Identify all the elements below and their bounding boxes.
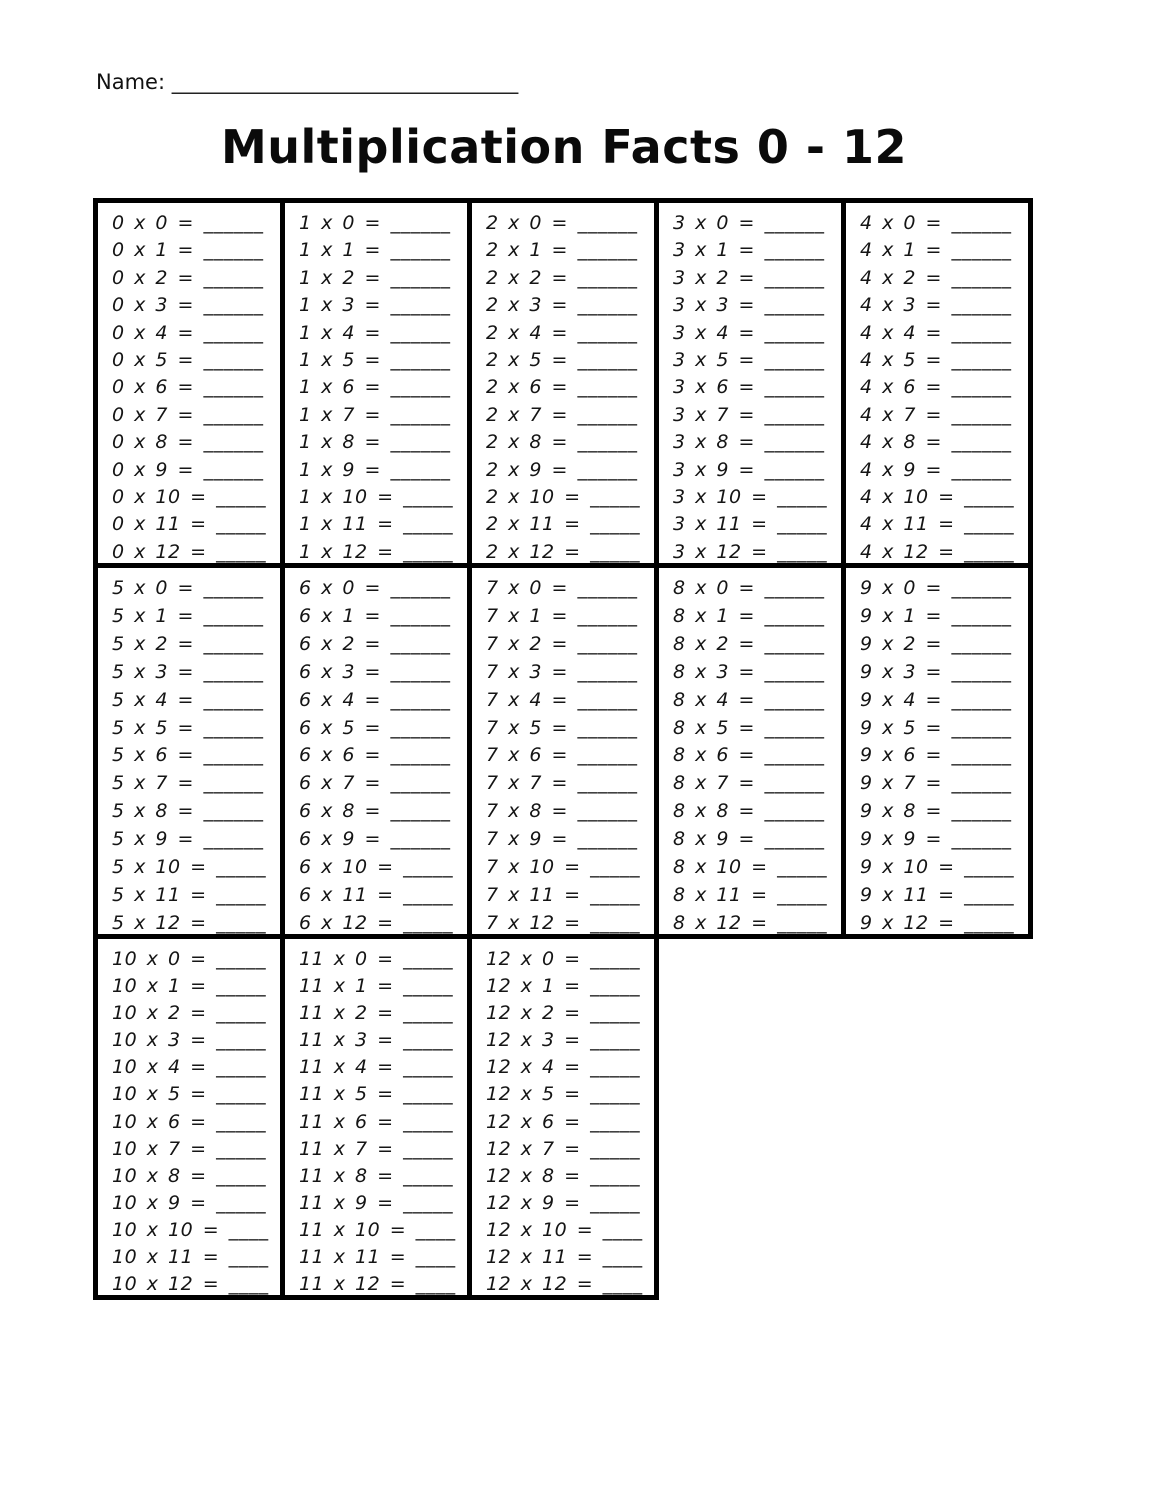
fact-line: 9 x 1 = ______ [860, 604, 1012, 627]
name-label: Name: [96, 70, 166, 94]
fact-line: 6 x 0 = ______ [299, 577, 451, 599]
fact-line: 1 x 7 = ______ [299, 403, 451, 426]
fact-line: 0 x 0 = ______ [112, 212, 264, 234]
fact-line: 2 x 9 = ______ [486, 458, 638, 481]
fact-line: 1 x 12 = _____ [299, 540, 454, 563]
fact-line: 6 x 7 = ______ [299, 772, 451, 795]
fact-line: 8 x 0 = ______ [673, 577, 825, 599]
fact-line: 6 x 4 = ______ [299, 688, 451, 711]
fact-line: 0 x 7 = ______ [112, 403, 264, 426]
fact-line: 3 x 12 = _____ [673, 540, 828, 563]
fact-line: 11 x 6 = _____ [299, 1110, 454, 1133]
fact-line: 7 x 8 = ______ [486, 800, 638, 823]
fact-line: 0 x 5 = ______ [112, 349, 264, 372]
fact-line: 12 x 10 = ____ [486, 1218, 643, 1241]
fact-line: 9 x 3 = ______ [860, 660, 1012, 683]
fact-line: 8 x 1 = ______ [673, 604, 825, 627]
fact-line: 5 x 2 = ______ [112, 632, 264, 655]
fact-line: 12 x 8 = _____ [486, 1164, 641, 1187]
fact-line: 8 x 2 = ______ [673, 632, 825, 655]
fact-line: 4 x 1 = ______ [860, 239, 1012, 262]
fact-line: 12 x 2 = _____ [486, 1002, 641, 1025]
name-row [96, 70, 518, 94]
fact-line: 9 x 10 = _____ [860, 856, 1015, 879]
fact-line: 8 x 8 = ______ [673, 800, 825, 823]
fact-line: 9 x 7 = ______ [860, 772, 1012, 795]
facts-row-2 [93, 563, 1033, 939]
fact-line: 9 x 2 = ______ [860, 632, 1012, 655]
fact-line: 9 x 11 = _____ [860, 883, 1015, 906]
fact-line: 8 x 6 = ______ [673, 744, 825, 767]
fact-line: 7 x 11 = _____ [486, 883, 641, 906]
fact-line: 0 x 12 = _____ [112, 540, 267, 563]
facts-cell-0 [93, 198, 285, 568]
fact-line: 4 x 8 = ______ [860, 431, 1012, 454]
fact-line: 9 x 8 = ______ [860, 800, 1012, 823]
facts-cell-4 [841, 198, 1033, 568]
fact-line: 7 x 3 = ______ [486, 660, 638, 683]
fact-line: 8 x 9 = ______ [673, 828, 825, 851]
fact-line: 4 x 0 = ______ [860, 212, 1012, 234]
fact-line: 7 x 12 = _____ [486, 911, 641, 934]
fact-line: 9 x 5 = ______ [860, 716, 1012, 739]
fact-line: 7 x 10 = _____ [486, 856, 641, 879]
facts-cell-8 [654, 563, 846, 939]
fact-line: 4 x 7 = ______ [860, 403, 1012, 426]
fact-line: 6 x 12 = _____ [299, 911, 454, 934]
fact-line: 12 x 0 = _____ [486, 948, 641, 970]
fact-line: 11 x 9 = _____ [299, 1191, 454, 1214]
fact-line: 7 x 7 = ______ [486, 772, 638, 795]
fact-line: 5 x 7 = ______ [112, 772, 264, 795]
fact-line: 5 x 8 = ______ [112, 800, 264, 823]
fact-line: 10 x 6 = _____ [112, 1110, 267, 1133]
fact-line: 3 x 5 = ______ [673, 349, 825, 372]
fact-line: 5 x 1 = ______ [112, 604, 264, 627]
fact-line: 11 x 1 = _____ [299, 975, 454, 998]
fact-line: 2 x 7 = ______ [486, 403, 638, 426]
fact-line: 1 x 1 = ______ [299, 239, 451, 262]
fact-line: 6 x 9 = ______ [299, 828, 451, 851]
fact-line: 5 x 5 = ______ [112, 716, 264, 739]
fact-line: 3 x 3 = ______ [673, 294, 825, 317]
fact-line: 6 x 6 = ______ [299, 744, 451, 767]
fact-line: 8 x 3 = ______ [673, 660, 825, 683]
fact-line: 12 x 12 = ____ [486, 1273, 643, 1296]
fact-line: 11 x 12 = ____ [299, 1273, 456, 1296]
fact-line: 10 x 5 = _____ [112, 1083, 267, 1106]
fact-line: 3 x 1 = ______ [673, 239, 825, 262]
facts-grid [93, 198, 1033, 1300]
fact-line: 7 x 1 = ______ [486, 604, 638, 627]
fact-line: 8 x 7 = ______ [673, 772, 825, 795]
fact-line: 10 x 8 = _____ [112, 1164, 267, 1187]
fact-line: 1 x 0 = ______ [299, 212, 451, 234]
fact-line: 6 x 3 = ______ [299, 660, 451, 683]
fact-line: 6 x 5 = ______ [299, 716, 451, 739]
facts-cell-6 [280, 563, 472, 939]
fact-line: 2 x 8 = ______ [486, 431, 638, 454]
fact-line: 1 x 6 = ______ [299, 376, 451, 399]
facts-cell-3 [654, 198, 846, 568]
fact-line: 1 x 5 = ______ [299, 349, 451, 372]
fact-line: 10 x 10 = ____ [112, 1218, 269, 1241]
fact-line: 6 x 10 = _____ [299, 856, 454, 879]
fact-line: 5 x 4 = ______ [112, 688, 264, 711]
fact-line: 5 x 0 = ______ [112, 577, 264, 599]
fact-line: 10 x 0 = _____ [112, 948, 267, 970]
fact-line: 6 x 1 = ______ [299, 604, 451, 627]
fact-line: 3 x 6 = ______ [673, 376, 825, 399]
fact-line: 2 x 6 = ______ [486, 376, 638, 399]
fact-line: 3 x 8 = ______ [673, 431, 825, 454]
fact-line: 7 x 0 = ______ [486, 577, 638, 599]
fact-line: 4 x 5 = ______ [860, 349, 1012, 372]
fact-line: 12 x 7 = _____ [486, 1137, 641, 1160]
page-title: Multiplication Facts 0 - 12 [220, 120, 907, 174]
name-blank-line: _________________________________ [171, 70, 519, 94]
fact-line: 7 x 5 = ______ [486, 716, 638, 739]
fact-line: 9 x 12 = _____ [860, 911, 1015, 934]
fact-line: 11 x 4 = _____ [299, 1056, 454, 1079]
fact-line: 10 x 1 = _____ [112, 975, 267, 998]
fact-line: 10 x 12 = ____ [112, 1273, 269, 1296]
fact-line: 0 x 1 = ______ [112, 239, 264, 262]
fact-line: 0 x 8 = ______ [112, 431, 264, 454]
fact-line: 1 x 11 = _____ [299, 513, 454, 536]
fact-line: 4 x 9 = ______ [860, 458, 1012, 481]
facts-row-3 [93, 934, 1033, 1300]
fact-line: 2 x 3 = ______ [486, 294, 638, 317]
fact-line: 2 x 0 = ______ [486, 212, 638, 234]
fact-line: 0 x 4 = ______ [112, 321, 264, 344]
fact-line: 4 x 2 = ______ [860, 266, 1012, 289]
fact-line: 9 x 4 = ______ [860, 688, 1012, 711]
fact-line: 7 x 9 = ______ [486, 828, 638, 851]
fact-line: 1 x 10 = _____ [299, 486, 454, 509]
facts-cell-1 [280, 198, 472, 568]
fact-line: 1 x 8 = ______ [299, 431, 451, 454]
fact-line: 2 x 1 = ______ [486, 239, 638, 262]
fact-line: 3 x 2 = ______ [673, 266, 825, 289]
fact-line: 3 x 4 = ______ [673, 321, 825, 344]
fact-line: 4 x 3 = ______ [860, 294, 1012, 317]
fact-line: 8 x 12 = _____ [673, 911, 828, 934]
fact-line: 0 x 2 = ______ [112, 266, 264, 289]
fact-line: 3 x 7 = ______ [673, 403, 825, 426]
fact-line: 11 x 7 = _____ [299, 1137, 454, 1160]
fact-line: 12 x 1 = _____ [486, 975, 641, 998]
facts-cell-5 [93, 563, 285, 939]
facts-cell-10 [93, 934, 285, 1300]
facts-cell-7 [467, 563, 659, 939]
fact-line: 5 x 9 = ______ [112, 828, 264, 851]
fact-line: 9 x 6 = ______ [860, 744, 1012, 767]
fact-line: 2 x 5 = ______ [486, 349, 638, 372]
fact-line: 0 x 6 = ______ [112, 376, 264, 399]
fact-line: 3 x 10 = _____ [673, 486, 828, 509]
fact-line: 12 x 6 = _____ [486, 1110, 641, 1133]
fact-line: 3 x 11 = _____ [673, 513, 828, 536]
fact-line: 4 x 10 = _____ [860, 486, 1015, 509]
fact-line: 8 x 5 = ______ [673, 716, 825, 739]
fact-line: 2 x 2 = ______ [486, 266, 638, 289]
fact-line: 9 x 9 = ______ [860, 828, 1012, 851]
fact-line: 1 x 2 = ______ [299, 266, 451, 289]
fact-line: 12 x 4 = _____ [486, 1056, 641, 1079]
fact-line: 4 x 12 = _____ [860, 540, 1015, 563]
fact-line: 0 x 11 = _____ [112, 513, 267, 536]
facts-cell-12 [467, 934, 659, 1300]
facts-cell-11 [280, 934, 472, 1300]
fact-line: 1 x 3 = ______ [299, 294, 451, 317]
fact-line: 6 x 11 = _____ [299, 883, 454, 906]
fact-line: 12 x 11 = ____ [486, 1246, 643, 1269]
fact-line: 3 x 9 = ______ [673, 458, 825, 481]
fact-line: 5 x 6 = ______ [112, 744, 264, 767]
fact-line: 4 x 11 = _____ [860, 513, 1015, 536]
fact-line: 4 x 6 = ______ [860, 376, 1012, 399]
fact-line: 2 x 4 = ______ [486, 321, 638, 344]
fact-line: 10 x 9 = _____ [112, 1191, 267, 1214]
fact-line: 12 x 9 = _____ [486, 1191, 641, 1214]
fact-line: 2 x 11 = _____ [486, 513, 641, 536]
fact-line: 7 x 6 = ______ [486, 744, 638, 767]
fact-line: 11 x 0 = _____ [299, 948, 454, 970]
fact-line: 3 x 0 = ______ [673, 212, 825, 234]
fact-line: 5 x 12 = _____ [112, 911, 267, 934]
facts-cell-2 [467, 198, 659, 568]
fact-line: 2 x 12 = _____ [486, 540, 641, 563]
fact-line: 0 x 10 = _____ [112, 486, 267, 509]
fact-line: 12 x 5 = _____ [486, 1083, 641, 1106]
fact-line: 4 x 4 = ______ [860, 321, 1012, 344]
fact-line: 11 x 3 = _____ [299, 1029, 454, 1052]
fact-line: 7 x 4 = ______ [486, 688, 638, 711]
fact-line: 12 x 3 = _____ [486, 1029, 641, 1052]
fact-line: 11 x 8 = _____ [299, 1164, 454, 1187]
fact-line: 10 x 3 = _____ [112, 1029, 267, 1052]
fact-line: 10 x 4 = _____ [112, 1056, 267, 1079]
facts-row-1 [93, 198, 1033, 568]
fact-line: 10 x 2 = _____ [112, 1002, 267, 1025]
fact-line: 2 x 10 = _____ [486, 486, 641, 509]
fact-line: 11 x 5 = _____ [299, 1083, 454, 1106]
fact-line: 10 x 7 = _____ [112, 1137, 267, 1160]
fact-line: 5 x 10 = _____ [112, 856, 267, 879]
fact-line: 6 x 8 = ______ [299, 800, 451, 823]
facts-cell-9 [841, 563, 1033, 939]
fact-line: 10 x 11 = ____ [112, 1246, 269, 1269]
fact-line: 1 x 9 = ______ [299, 458, 451, 481]
fact-line: 11 x 11 = ____ [299, 1246, 456, 1269]
fact-line: 8 x 4 = ______ [673, 688, 825, 711]
fact-line: 7 x 2 = ______ [486, 632, 638, 655]
fact-line: 11 x 2 = _____ [299, 1002, 454, 1025]
fact-line: 9 x 0 = ______ [860, 577, 1012, 599]
fact-line: 8 x 11 = _____ [673, 883, 828, 906]
fact-line: 1 x 4 = ______ [299, 321, 451, 344]
fact-line: 6 x 2 = ______ [299, 632, 451, 655]
fact-line: 11 x 10 = ____ [299, 1218, 456, 1241]
fact-line: 8 x 10 = _____ [673, 856, 828, 879]
fact-line: 5 x 11 = _____ [112, 883, 267, 906]
fact-line: 0 x 9 = ______ [112, 458, 264, 481]
fact-line: 5 x 3 = ______ [112, 660, 264, 683]
fact-line: 0 x 3 = ______ [112, 294, 264, 317]
